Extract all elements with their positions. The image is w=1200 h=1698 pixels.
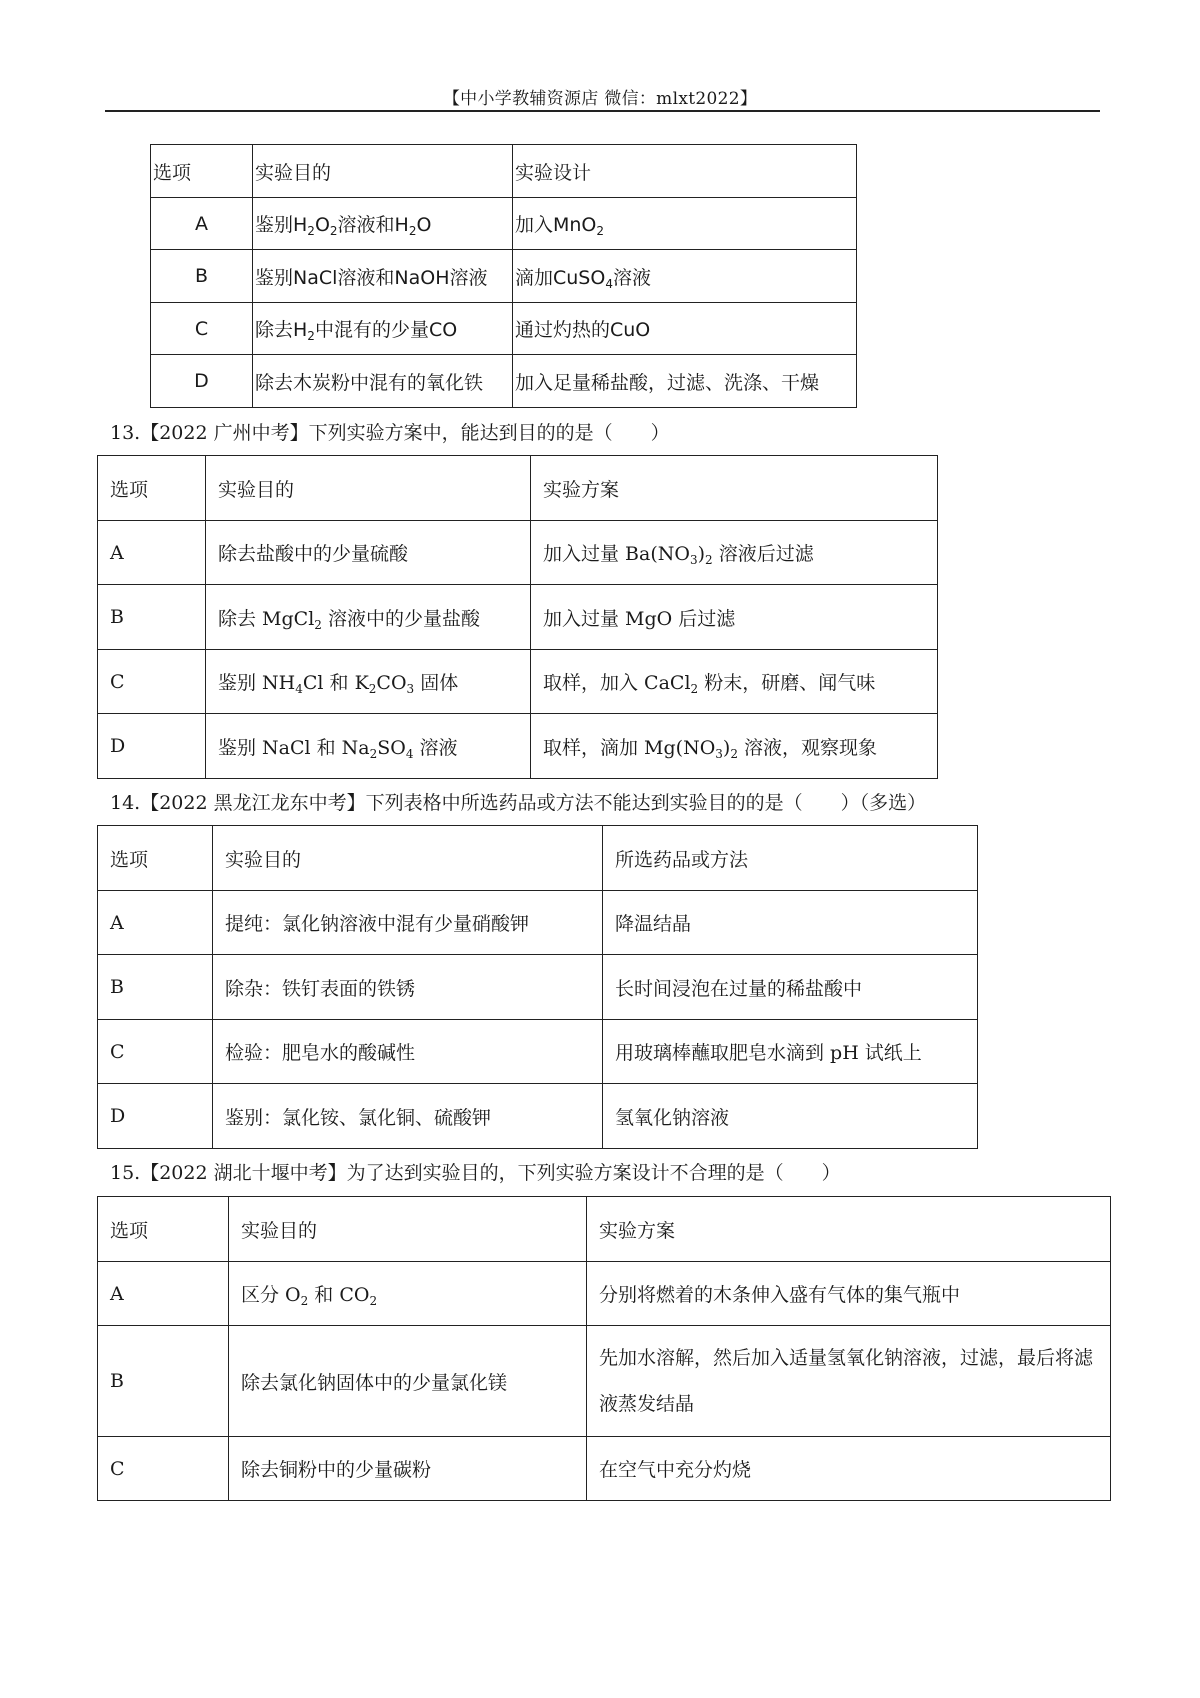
text-run: 滴加CuSO (515, 266, 606, 289)
subscript: 4 (605, 276, 613, 291)
subscript: 2 (300, 1294, 309, 1308)
header-method: 所选药品或方法 (603, 826, 978, 891)
plan-cell (531, 585, 938, 650)
subscript: 4 (405, 746, 414, 761)
table-row (98, 1020, 978, 1084)
text-run: 区分 O (241, 1284, 301, 1306)
header-plan: 实验方案 (587, 1197, 1111, 1262)
text-run: 取样，加入 CaCl (543, 672, 691, 694)
method-cell: 用玻璃棒蘸取肥皂水滴到 pH 试纸上 (603, 1020, 978, 1084)
plan-cell: 在空气中充分灼烧 (587, 1437, 1111, 1501)
text-run: 加入MnO (515, 214, 597, 236)
text-run: 溶液和H (337, 214, 409, 236)
option-label: A (98, 891, 213, 955)
purpose-cell (206, 650, 531, 714)
option-label: C (98, 1020, 213, 1084)
plan-cell (531, 521, 938, 585)
table-row (98, 1262, 1111, 1326)
q14-table (97, 825, 978, 1149)
text-run: 鉴别 NH (218, 672, 296, 694)
subscript: 2 (369, 1294, 378, 1308)
subscript: 3 (406, 682, 415, 696)
header-purpose: 实验目的 (253, 145, 513, 198)
purpose-cell (206, 521, 531, 585)
design-cell (513, 250, 857, 303)
subscript: 2 (314, 617, 322, 632)
table-header-row (98, 456, 938, 521)
text-run: 除去H (255, 319, 308, 341)
text-run: 通过灼热的CuO (515, 319, 651, 341)
text-run: 中混有的少量CO (314, 319, 458, 341)
text-run: 取样，滴加 Mg(NO (543, 736, 716, 759)
q12-table (150, 144, 857, 408)
text-run: 除去盐酸中的少量硫酸 (218, 543, 409, 565)
plan-cell: 先加水溶解，然后加入适量氢氧化钠溶液，过滤，最后将滤液蒸发结晶 (587, 1326, 1111, 1437)
design-cell (513, 303, 857, 355)
table-row (98, 1326, 1111, 1437)
header-option: 选项 (98, 826, 213, 891)
text-run: O (416, 214, 432, 236)
q13-table (97, 455, 938, 779)
table-row (98, 650, 938, 714)
table-row (151, 355, 857, 408)
plan-cell: 分别将燃着的木条伸入盛有气体的集气瓶中 (587, 1262, 1111, 1326)
purpose-cell: 鉴别：氯化铵、氯化铜、硫酸钾 (213, 1084, 603, 1149)
method-cell: 降温结晶 (603, 891, 978, 955)
text-run: 粉末，研磨、闻气味 (698, 672, 876, 694)
text-run: 鉴别 NaCl 和 Na (218, 736, 370, 759)
purpose-cell: 提纯：氯化钠溶液中混有少量硝酸钾 (213, 891, 603, 955)
option-label: D (151, 355, 253, 408)
text-run: 鉴别H (255, 214, 308, 236)
text-run: 除去 MgCl (218, 607, 315, 630)
option-label: A (151, 198, 253, 250)
text-run: SO (377, 736, 406, 759)
subscript: 2 (369, 746, 378, 761)
question-14-title: 14.【2022 黑龙江龙东中考】下列表格中所选药品或方法不能达到实验目的的是（ ）（多选） (110, 792, 927, 814)
text-run: CO (376, 672, 407, 694)
header-divider (105, 110, 1100, 112)
header-plan: 实验方案 (531, 456, 938, 521)
text-run: 除去木炭粉中混有的氧化铁 (255, 371, 484, 394)
subscript: 4 (295, 682, 303, 696)
table-header-row (98, 1197, 1111, 1262)
text-run: 溶液 (612, 266, 651, 289)
table-header-row (98, 826, 978, 891)
plan-cell (531, 650, 938, 714)
purpose-cell (253, 250, 513, 303)
question-15-title: 15.【2022 湖北十堰中考】为了达到实验目的，下列实验方案设计不合理的是（ ） (110, 1162, 841, 1184)
option-label: D (98, 714, 206, 779)
subscript: 2 (307, 329, 315, 343)
subscript: 2 (705, 553, 713, 567)
table-row (98, 521, 938, 585)
header-purpose: 实验目的 (213, 826, 603, 891)
text-run: 鉴别NaCl溶液和NaOH溶液 (255, 266, 488, 289)
subscript: 2 (690, 682, 699, 696)
table-row (98, 1437, 1111, 1501)
text-run: 溶液中的少量盐酸 (321, 607, 480, 630)
question-13-title: 13.【2022 广州中考】下列实验方案中，能达到目的的是（ ） (110, 422, 670, 444)
text-run: ) (722, 736, 731, 759)
text-run: O (314, 214, 330, 236)
subscript: 2 (730, 746, 738, 761)
header-purpose: 实验目的 (229, 1197, 587, 1262)
option-label: C (151, 303, 253, 355)
purpose-cell (253, 198, 513, 250)
page-header: 【中小学教辅资源店 微信：mlxt2022】 (442, 89, 758, 109)
purpose-cell (206, 714, 531, 779)
table-row (98, 891, 978, 955)
option-label: A (98, 521, 206, 585)
text-run: 加入足量稀盐酸，过滤、洗涤、干燥 (515, 371, 820, 394)
table-row (98, 585, 938, 650)
purpose-cell (206, 585, 531, 650)
text-run: ) (697, 543, 706, 565)
purpose-cell: 检验：肥皂水的酸碱性 (213, 1020, 603, 1084)
purpose-cell (253, 303, 513, 355)
plan-cell (531, 714, 938, 779)
header-option: 选项 (98, 1197, 229, 1262)
design-cell (513, 198, 857, 250)
subscript: 2 (307, 224, 315, 238)
table-row (151, 250, 857, 303)
purpose-cell (229, 1262, 587, 1326)
subscript: 3 (689, 553, 698, 567)
option-label: D (98, 1084, 213, 1149)
option-label: C (98, 650, 206, 714)
text-run: Cl 和 K (302, 672, 369, 694)
purpose-cell: 除去氯化钠固体中的少量氯化镁 (229, 1326, 587, 1437)
table-row (151, 198, 857, 250)
table-header-row (151, 145, 857, 198)
table-row (98, 955, 978, 1020)
table-row (98, 714, 938, 779)
purpose-cell: 除杂：铁钉表面的铁锈 (213, 955, 603, 1020)
text-run: 加入过量 Ba(NO (543, 543, 690, 565)
table-row (151, 303, 857, 355)
subscript: 2 (329, 224, 338, 238)
option-label: B (98, 955, 213, 1020)
method-cell: 氢氧化钠溶液 (603, 1084, 978, 1149)
header-purpose: 实验目的 (206, 456, 531, 521)
subscript: 2 (368, 682, 377, 696)
option-label: B (98, 1326, 229, 1437)
text-run: 加入过量 MgO 后过滤 (543, 607, 736, 630)
header-design: 实验设计 (513, 145, 857, 198)
option-label: B (98, 585, 206, 650)
purpose-cell: 除去铜粉中的少量碳粉 (229, 1437, 587, 1501)
header-option: 选项 (98, 456, 206, 521)
subscript: 3 (715, 746, 723, 761)
option-label: B (151, 250, 253, 303)
subscript: 2 (596, 224, 605, 238)
table-row (98, 1084, 978, 1149)
option-label: C (98, 1437, 229, 1501)
text-run: 和 CO (308, 1284, 370, 1306)
purpose-cell (253, 355, 513, 408)
option-label: A (98, 1262, 229, 1326)
text-run: 溶液后过滤 (712, 543, 814, 565)
subscript: 2 (408, 224, 417, 238)
q15-table (97, 1196, 1111, 1501)
text-run: 固体 (414, 672, 459, 694)
method-cell: 长时间浸泡在过量的稀盐酸中 (603, 955, 978, 1020)
text-run: 溶液，观察现象 (737, 736, 878, 759)
header-option: 选项 (151, 145, 253, 198)
design-cell (513, 355, 857, 408)
text-run: 溶液 (413, 736, 458, 759)
